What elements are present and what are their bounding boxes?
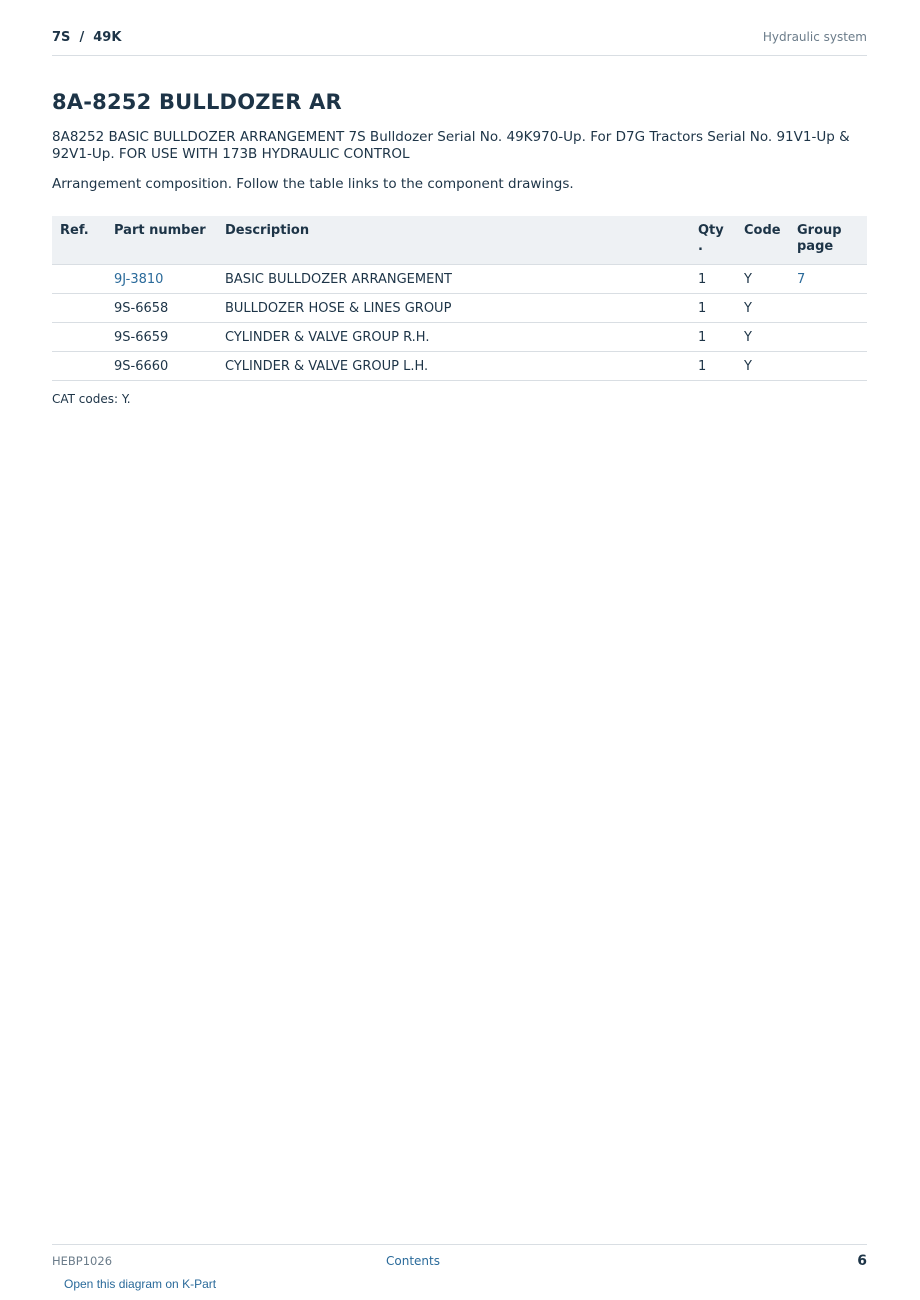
- page-number: 6: [857, 1253, 867, 1269]
- row-code: Y: [736, 265, 789, 294]
- row-group-page: [789, 323, 867, 352]
- row-group-page: [789, 294, 867, 323]
- intro-text: Arrangement composition. Follow the table links to the component drawings.: [52, 176, 574, 192]
- table-row: [52, 352, 867, 381]
- col-part-header: Part number: [106, 216, 217, 265]
- row-description: CYLINDER & VALVE GROUP L.H.: [217, 352, 690, 381]
- row-description: BASIC BULLDOZER ARRANGEMENT: [217, 265, 690, 294]
- table-row: [52, 294, 867, 323]
- part-number-link[interactable]: 9J-3810: [106, 265, 217, 294]
- group-page-link[interactable]: 7: [797, 271, 806, 287]
- page-header: [52, 28, 867, 56]
- row-qty: 1: [690, 265, 736, 294]
- col-ref-header: Ref.: [52, 216, 106, 265]
- open-on-kpart-link[interactable]: Open this diagram on K-Part: [64, 1277, 217, 1291]
- contents-link[interactable]: Contents: [386, 1254, 440, 1268]
- page-footer: [52, 1244, 867, 1269]
- row-part-number: 9S-6659: [106, 323, 217, 352]
- row-code: Y: [736, 352, 789, 381]
- page-title: 8A-8252 BULLDOZER AR: [52, 90, 342, 114]
- row-part-number: 9S-6658: [106, 294, 217, 323]
- row-qty: 1: [690, 352, 736, 381]
- table-header-row: [52, 216, 867, 265]
- row-description: CYLINDER & VALVE GROUP R.H.: [217, 323, 690, 352]
- breadcrumb: 7S / 49K: [52, 30, 122, 45]
- row-part-number: 9S-6660: [106, 352, 217, 381]
- col-group-header: Group page: [789, 216, 867, 265]
- cat-codes-note: CAT codes: Y.: [52, 392, 131, 406]
- section-name: Hydraulic system: [762, 30, 867, 44]
- col-qty-header: Qty .: [690, 216, 736, 265]
- row-ref: [52, 265, 106, 294]
- row-group-page: [789, 352, 867, 381]
- document-id: HEBP1026: [52, 1254, 113, 1268]
- row-code: Y: [736, 294, 789, 323]
- parts-table: [52, 216, 867, 381]
- table-row: [52, 265, 867, 294]
- row-qty: 1: [690, 294, 736, 323]
- row-ref: [52, 294, 106, 323]
- col-code-header: Code: [736, 216, 789, 265]
- row-qty: 1: [690, 323, 736, 352]
- arrangement-description: 8A8252 BASIC BULLDOZER ARRANGEMENT 7S Bulldozer Serial No. 49K970-Up. For D7G Tractors Serial No. 91V1-Up & 92V1-Up. FOR USE WITH 173B HYDRAULIC CONTROL: [52, 129, 850, 162]
- row-description: BULLDOZER HOSE & LINES GROUP: [217, 294, 690, 323]
- row-ref: [52, 352, 106, 381]
- row-code: Y: [736, 323, 789, 352]
- col-desc-header: Description: [217, 216, 690, 265]
- table-row: [52, 323, 867, 352]
- row-ref: [52, 323, 106, 352]
